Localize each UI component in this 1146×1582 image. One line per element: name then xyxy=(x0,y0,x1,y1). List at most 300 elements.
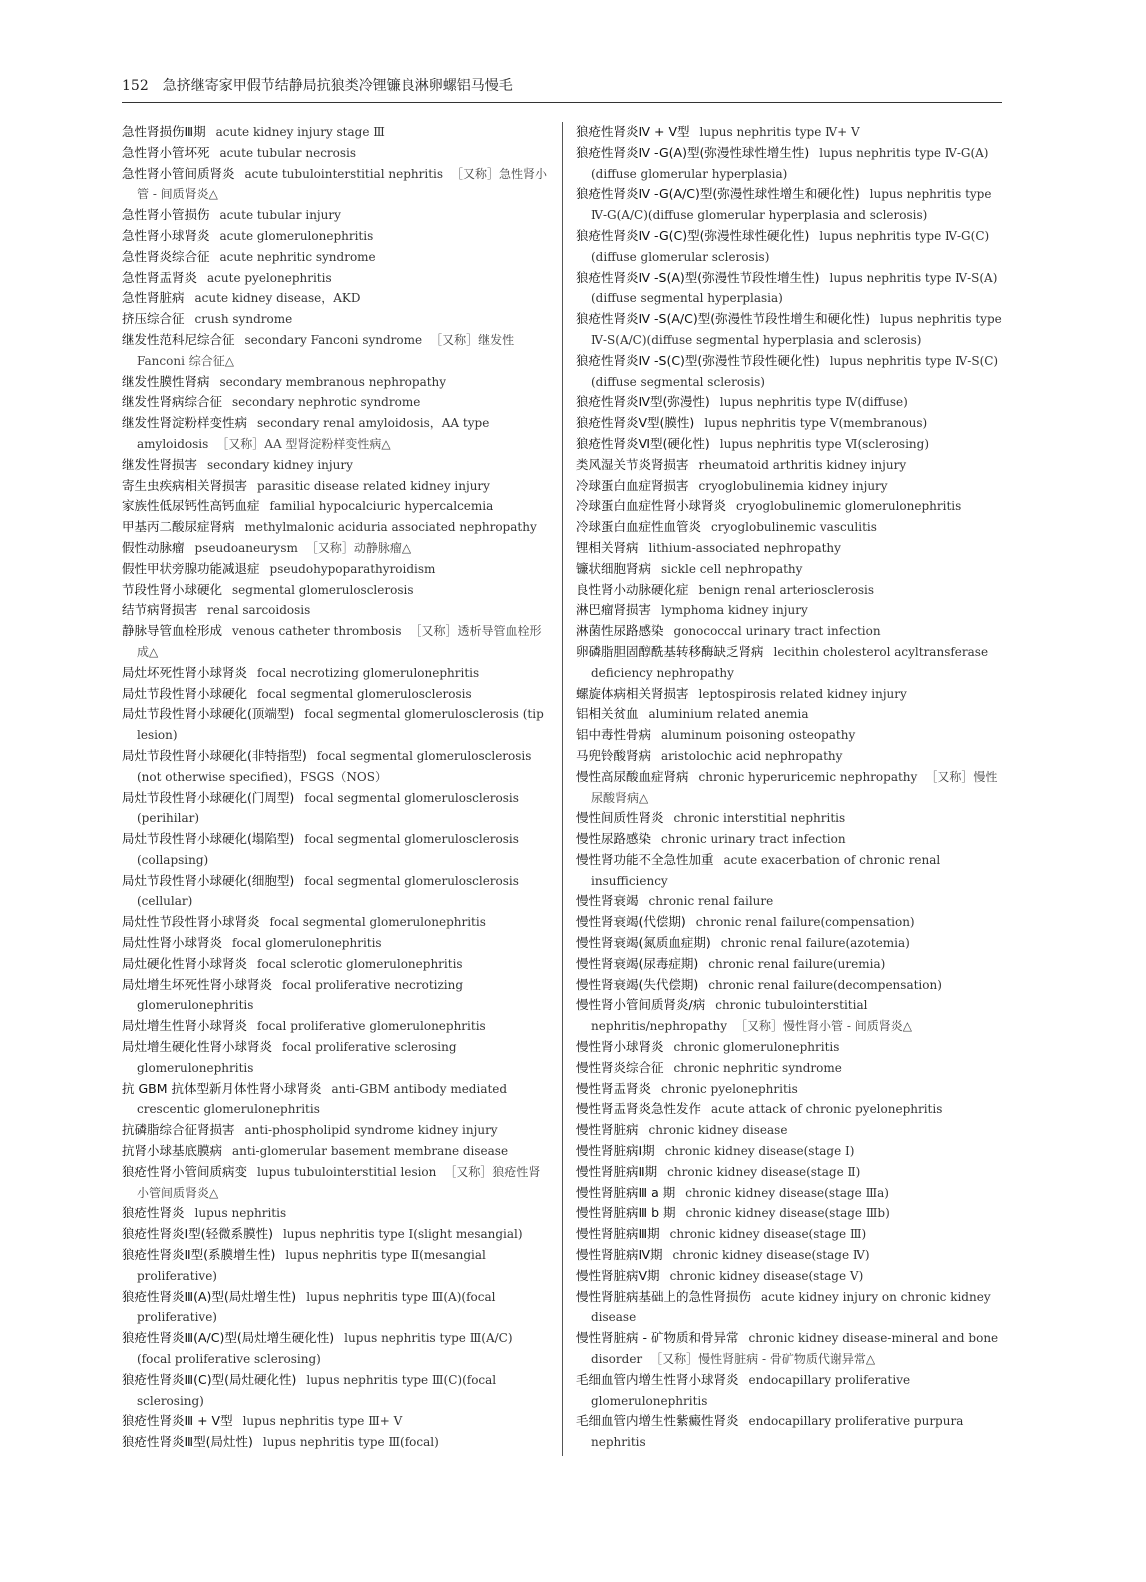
term-chinese: 狼疮性肾炎Ⅳ型(弥漫性) xyxy=(576,394,710,410)
term-english: lupus nephritis type Ⅰ(slight mesangial) xyxy=(282,1227,523,1242)
term-chinese: 狼疮性肾炎Ⅳ -G(A)型(弥漫性球性增生性) xyxy=(576,144,810,160)
glossary-entry xyxy=(122,912,550,933)
term-english: focal segmental glomerulosclerosis (cellular) xyxy=(137,873,519,909)
term-english: chronic kidney disease-mineral and bone disorder xyxy=(591,1331,999,1367)
term-english: chronic interstitial nephritis xyxy=(673,811,846,826)
glossary-entry xyxy=(576,351,1002,393)
term-english: pseudoaneurysm xyxy=(194,540,298,555)
glossary-entry xyxy=(122,413,550,455)
term-alias: ［又称］继发性 Fanconi 综合征△ xyxy=(137,332,515,368)
term-chinese: 类风湿关节炎肾损害 xyxy=(576,456,689,472)
term-english: chronic renal failure(decompensation) xyxy=(708,977,942,992)
term-english: lupus nephritis type Ⅳ-G(C)(diffuse glomerular sclerosis) xyxy=(591,228,990,264)
term-chinese: 良性肾小动脉硬化症 xyxy=(576,581,689,597)
term-english: focal sclerotic glomerulonephritis xyxy=(257,956,463,971)
glossary-entry xyxy=(122,226,550,247)
term-chinese: 局灶增生硬化性肾小球肾炎 xyxy=(122,1039,273,1055)
glossary-entry xyxy=(576,642,1002,684)
term-chinese: 急性肾损伤Ⅲ期 xyxy=(122,124,206,139)
term-chinese: 慢性肾衰竭(尿毒症期) xyxy=(576,955,699,971)
glossary-entry xyxy=(576,226,1002,268)
glossary-entry xyxy=(122,392,550,413)
term-english: acute glomerulonephritis xyxy=(219,228,374,243)
term-chinese: 抗磷脂综合征肾损害 xyxy=(122,1122,235,1138)
term-english: parasitic disease related kidney injury xyxy=(257,478,490,493)
term-chinese: 节段性肾小球硬化 xyxy=(122,581,223,597)
term-alias: ［又称］慢性尿酸肾病△ xyxy=(591,769,998,805)
page-header xyxy=(122,76,1002,103)
glossary-entry xyxy=(576,891,1002,912)
term-chinese: 狼疮性肾炎Ⅲ + Ⅴ型 xyxy=(122,1413,233,1429)
glossary-entry xyxy=(122,288,550,309)
term-english: lupus nephritis type Ⅳ-G(A/C)(diffuse glomerular hyperplasia and sclerosis) xyxy=(591,187,992,223)
term-english: aristolochic acid nephropathy xyxy=(661,748,843,763)
glossary-entry xyxy=(122,164,550,206)
glossary-entry xyxy=(122,1245,550,1287)
term-english: chronic urinary tract infection xyxy=(661,832,846,847)
term-english: endocapillary proliferative glomerulonephritis xyxy=(591,1372,911,1408)
glossary-entry xyxy=(122,1079,550,1121)
term-english: chronic renal failure xyxy=(648,894,774,909)
glossary-entry xyxy=(122,933,550,954)
glossary-entry xyxy=(576,413,1002,434)
glossary-entry xyxy=(576,559,1002,580)
term-chinese: 局灶性肾小球肾炎 xyxy=(122,935,223,951)
glossary-entry xyxy=(576,1183,1002,1204)
glossary-entry xyxy=(576,1245,1002,1266)
term-english: secondary Fanconi syndrome xyxy=(244,332,423,347)
term-english: venous catheter thrombosis xyxy=(232,624,402,639)
term-english: lupus nephritis type Ⅳ-G(A)(diffuse glomerular hyperplasia) xyxy=(591,145,989,181)
term-chinese: 慢性肾脏病基础上的急性肾损伤 xyxy=(576,1288,752,1304)
term-chinese: 局灶节段性肾小球硬化(塌陷型) xyxy=(122,831,295,847)
term-chinese: 假性动脉瘤 xyxy=(122,539,185,555)
term-chinese: 甲基丙二酸尿症肾病 xyxy=(122,519,235,535)
glossary-entry xyxy=(122,1224,550,1245)
term-english: familial hypocalciuric hypercalcemia xyxy=(269,499,494,514)
glossary-entry xyxy=(576,975,1002,996)
term-english: lupus nephritis type Ⅳ(diffuse) xyxy=(719,395,908,410)
term-chinese: 继发性肾病综合征 xyxy=(122,394,223,410)
term-english: focal segmental glomerulosclerosis (perihilar) xyxy=(137,790,519,826)
term-english: acute kidney injury on chronic kidney disease xyxy=(591,1289,991,1325)
term-english: acute tubular necrosis xyxy=(219,145,357,160)
term-english: chronic renal failure(compensation) xyxy=(695,915,915,930)
glossary-entry xyxy=(576,580,1002,601)
term-english: acute pyelonephritis xyxy=(207,270,332,285)
term-english: focal segmental glomerulonephritis xyxy=(269,915,486,930)
term-chinese: 狼疮性肾炎Ⅰ型(轻微系膜性) xyxy=(122,1226,273,1242)
glossary-entry xyxy=(576,1224,1002,1245)
term-chinese: 急性肾小管间质肾炎 xyxy=(122,165,235,181)
term-english: secondary kidney injury xyxy=(207,457,353,472)
term-english: lupus nephritis type Ⅲ(A)(focal proliferative) xyxy=(137,1289,496,1325)
glossary-entry xyxy=(576,850,1002,892)
term-chinese: 毛细血管内增生性肾小球肾炎 xyxy=(576,1371,739,1387)
glossary-entry xyxy=(576,538,1002,559)
term-english: anti-phospholipid syndrome kidney injury xyxy=(244,1123,498,1138)
term-alias: ［又称］狼疮性肾小管间质肾炎△ xyxy=(137,1164,541,1200)
glossary-entry xyxy=(122,559,550,580)
term-english: focal segmental glomerulosclerosis (collapsing) xyxy=(137,832,519,867)
glossary-entry xyxy=(122,975,550,1017)
term-english: lupus tubulointerstitial lesion xyxy=(257,1164,437,1179)
term-english: pseudohypoparathyroidism xyxy=(269,561,436,576)
term-chinese: 局灶节段性肾小球硬化(门周型) xyxy=(122,789,295,805)
glossary-entry xyxy=(576,1266,1002,1287)
glossary-entry xyxy=(576,808,1002,829)
glossary-entry xyxy=(576,1058,1002,1079)
term-english: lupus nephritis type Ⅲ(C)(focal sclerosing) xyxy=(137,1372,497,1408)
term-chinese: 寄生虫疾病相关肾损害 xyxy=(122,477,248,493)
term-chinese: 慢性肾脏病 - 矿物质和骨异常 xyxy=(576,1330,739,1346)
term-chinese: 局灶节段性肾小球硬化(细胞型) xyxy=(122,872,295,888)
page-index-title: 急挤继寄家甲假节结静局抗狼类冷锂镰良淋卵螺铝马慢毛 xyxy=(162,78,513,94)
glossary-entry xyxy=(576,434,1002,455)
term-chinese: 慢性肾衰竭(氮质血症期) xyxy=(576,935,711,951)
term-chinese: 慢性肾小球肾炎 xyxy=(576,1039,664,1055)
term-chinese: 马兜铃酸肾病 xyxy=(576,747,652,763)
glossary-entry xyxy=(576,143,1002,185)
glossary-entry xyxy=(122,122,550,143)
term-chinese: 淋巴瘤肾损害 xyxy=(576,602,652,618)
term-chinese: 慢性肾小管间质肾炎/病 xyxy=(576,997,706,1013)
term-chinese: 狼疮性肾炎Ⅳ -S(A/C)型(弥漫性节段性增生和硬化性) xyxy=(576,311,870,327)
term-english: lupus nephritis type Ⅳ+ Ⅴ xyxy=(699,125,860,139)
term-chinese: 狼疮性肾炎Ⅳ -S(C)型(弥漫性节段性硬化性) xyxy=(576,352,820,368)
term-english: aluminium related anemia xyxy=(648,707,809,722)
term-english: segmental glomerulosclerosis xyxy=(232,582,414,597)
term-english: chronic kidney disease xyxy=(648,1123,788,1138)
term-chinese: 狼疮性肾炎 xyxy=(122,1205,185,1221)
term-chinese: 慢性肾脏病Ⅲ期 xyxy=(576,1226,660,1242)
glossary-entry xyxy=(122,372,550,393)
glossary-entry xyxy=(576,767,1002,809)
term-chinese: 急性肾盂肾炎 xyxy=(122,269,198,285)
term-chinese: 狼疮性肾小管间质病变 xyxy=(122,1163,248,1179)
glossary-entry xyxy=(576,954,1002,975)
term-chinese: 狼疮性肾炎Ⅲ(C)型(局灶硬化性) xyxy=(122,1371,297,1387)
glossary-entry xyxy=(122,476,550,497)
glossary-entry xyxy=(122,663,550,684)
glossary-entry xyxy=(122,1120,550,1141)
term-english: anti-glomerular basement membrane disease xyxy=(232,1144,509,1159)
term-chinese: 急性肾炎综合征 xyxy=(122,248,210,264)
term-english: lecithin cholesterol acyltransferase deficiency nephropathy xyxy=(591,644,989,680)
term-chinese: 狼疮性肾炎Ⅵ型(硬化性) xyxy=(576,435,710,451)
term-english: chronic renal failure(azotemia) xyxy=(720,936,910,951)
term-english: focal segmental glomerulosclerosis xyxy=(257,686,472,701)
term-english: chronic nephritic syndrome xyxy=(673,1060,842,1075)
term-english: chronic renal failure(uremia) xyxy=(708,956,886,971)
term-chinese: 慢性肾衰竭(失代偿期) xyxy=(576,976,699,992)
glossary-entry xyxy=(122,330,550,372)
term-chinese: 狼疮性肾炎Ⅳ + Ⅴ型 xyxy=(576,124,690,139)
term-alias: ［又称］慢性肾小管 - 间质肾炎△ xyxy=(735,1019,912,1034)
glossary-entry xyxy=(122,1162,550,1204)
term-chinese: 继发性肾淀粉样变性病 xyxy=(122,415,248,431)
term-chinese: 静脉导管血栓形成 xyxy=(122,623,223,639)
glossary-entry xyxy=(576,995,1002,1037)
left-column xyxy=(122,122,550,1453)
term-chinese: 慢性肾脏病Ⅱ期 xyxy=(576,1163,658,1179)
term-chinese: 局灶坏死性肾小球肾炎 xyxy=(122,664,248,680)
term-english: leptospirosis related kidney injury xyxy=(698,686,907,701)
glossary-entry xyxy=(576,829,1002,850)
term-chinese: 急性肾脏病 xyxy=(122,290,185,306)
term-chinese: 抗肾小球基底膜病 xyxy=(122,1143,223,1159)
glossary-entry xyxy=(576,392,1002,413)
glossary-entry xyxy=(576,1141,1002,1162)
term-chinese: 局灶增生坏死性肾小球肾炎 xyxy=(122,976,273,992)
term-chinese: 局灶硬化性肾小球肾炎 xyxy=(122,955,248,971)
glossary-entry xyxy=(576,912,1002,933)
term-english: acute tubular injury xyxy=(219,208,341,223)
term-english: lupus nephritis type Ⅳ-S(C)(diffuse segmental sclerosis) xyxy=(591,353,999,389)
term-english: lupus nephritis xyxy=(194,1206,287,1221)
term-chinese: 狼疮性肾炎Ⅲ(A)型(局灶增生性) xyxy=(122,1288,297,1304)
glossary-entry xyxy=(576,1120,1002,1141)
term-english: gonococcal urinary tract infection xyxy=(673,624,881,639)
term-chinese: 狼疮性肾炎Ⅳ -S(A)型(弥漫性节段性增生性) xyxy=(576,269,820,285)
term-chinese: 慢性尿路感染 xyxy=(576,831,652,847)
term-english: crush syndrome xyxy=(194,312,293,327)
glossary-entry xyxy=(122,600,550,621)
term-english: benign renal arteriosclerosis xyxy=(698,582,875,597)
term-english: lupus nephritis type Ⅲ(focal) xyxy=(262,1435,439,1450)
term-english: chronic kidney disease(stage Ⅰ) xyxy=(664,1144,855,1159)
term-english: rheumatoid arthritis kidney injury xyxy=(698,457,907,472)
term-english: acute kidney injury stage Ⅲ xyxy=(215,125,385,139)
glossary-entry xyxy=(122,455,550,476)
glossary-entry xyxy=(122,309,550,330)
glossary-entry xyxy=(122,1016,550,1037)
glossary-entry xyxy=(122,268,550,289)
term-english: focal proliferative glomerulonephritis xyxy=(257,1019,486,1034)
page-number: 152 xyxy=(122,78,149,94)
term-english: secondary membranous nephropathy xyxy=(219,374,447,389)
glossary-entry xyxy=(122,538,550,559)
term-chinese: 慢性肾盂肾炎急性发作 xyxy=(576,1101,702,1117)
glossary-entry xyxy=(122,496,550,517)
glossary-entry xyxy=(122,704,550,746)
glossary-entry xyxy=(576,1287,1002,1329)
term-english: focal glomerulonephritis xyxy=(232,936,382,951)
glossary-entry xyxy=(576,621,1002,642)
glossary-entry xyxy=(576,1079,1002,1100)
term-english: cryoglobulinemic vasculitis xyxy=(711,520,877,535)
term-alias: ［又称］慢性肾脏病 - 骨矿物质代谢异常△ xyxy=(650,1352,876,1367)
term-alias: ［又称］透析导管血栓形成△ xyxy=(137,624,542,659)
term-english: cryoglobulinemic glomerulonephritis xyxy=(736,499,962,514)
term-chinese: 慢性肾脏病Ⅰ期 xyxy=(576,1143,655,1159)
term-chinese: 狼疮性肾炎Ⅳ -G(A/C)型(弥漫性球性增生和硬化性) xyxy=(576,186,860,202)
term-chinese: 冷球蛋白血症肾损害 xyxy=(576,477,689,493)
term-english: focal proliferative necrotizing glomerulonephritis xyxy=(137,977,464,1013)
term-chinese: 继发性肾损害 xyxy=(122,456,198,472)
term-english: chronic tubulointerstitial nephritis/nephropathy xyxy=(591,998,868,1034)
term-chinese: 狼疮性肾炎Ⅳ -G(C)型(弥漫性球性硬化性) xyxy=(576,227,810,243)
glossary-entry xyxy=(122,1287,550,1329)
term-english: acute exacerbation of chronic renal insufficiency xyxy=(591,852,941,888)
glossary-entry xyxy=(122,1432,550,1453)
glossary-entry xyxy=(122,746,550,788)
glossary-entry xyxy=(576,1411,1002,1453)
glossary-entry xyxy=(576,122,1002,143)
term-chinese: 淋菌性尿路感染 xyxy=(576,623,664,639)
glossary-entry xyxy=(122,621,550,663)
glossary-entry xyxy=(576,1162,1002,1183)
term-chinese: 慢性高尿酸血症肾病 xyxy=(576,768,689,784)
term-chinese: 抗 GBM 抗体型新月体性肾小球肾炎 xyxy=(122,1080,322,1096)
term-chinese: 镰状细胞肾病 xyxy=(576,560,652,576)
term-english: endocapillary proliferative purpura nephritis xyxy=(591,1414,964,1450)
term-english: lupus nephritis type Ⅲ+ Ⅴ xyxy=(242,1414,403,1429)
term-english: acute kidney disease，AKD xyxy=(194,291,361,306)
term-chinese: 慢性肾衰竭(代偿期) xyxy=(576,914,686,930)
glossary-entry xyxy=(122,1411,550,1432)
glossary-entry xyxy=(576,309,1002,351)
glossary-entry xyxy=(576,746,1002,767)
term-english: renal sarcoidosis xyxy=(207,603,311,618)
term-chinese: 挤压综合征 xyxy=(122,311,185,327)
term-chinese: 假性甲状旁腺功能减退症 xyxy=(122,560,260,576)
term-chinese: 继发性范科尼综合征 xyxy=(122,331,235,347)
glossary-entry xyxy=(122,247,550,268)
term-chinese: 冷球蛋白血症性血管炎 xyxy=(576,519,702,535)
term-chinese: 慢性肾脏病Ⅴ期 xyxy=(576,1267,660,1283)
glossary-entry xyxy=(576,455,1002,476)
glossary-entry xyxy=(122,143,550,164)
term-english: focal segmental glomerulosclerosis (not otherwise specified)，FSGS（NOS） xyxy=(137,748,532,784)
term-chinese: 局灶增生性肾小球肾炎 xyxy=(122,1018,248,1034)
term-english: chronic kidney disease(stage Ⅲb) xyxy=(685,1206,890,1221)
term-english: lymphoma kidney injury xyxy=(661,603,808,618)
term-english: chronic kidney disease(stage Ⅱ) xyxy=(667,1164,861,1179)
glossary-entry xyxy=(576,268,1002,310)
term-chinese: 慢性间质性肾炎 xyxy=(576,810,664,826)
term-english: focal necrotizing glomerulonephritis xyxy=(257,665,480,680)
glossary-entry xyxy=(576,684,1002,705)
term-chinese: 狼疮性肾炎Ⅴ型(膜性) xyxy=(576,415,695,431)
glossary-entry xyxy=(576,476,1002,497)
term-chinese: 慢性肾炎综合征 xyxy=(576,1059,664,1075)
term-english: methylmalonic aciduria associated nephropathy xyxy=(244,520,537,535)
glossary-entry xyxy=(122,829,550,871)
term-english: chronic kidney disease(stage Ⅲa) xyxy=(685,1185,889,1200)
glossary-entry xyxy=(576,933,1002,954)
term-chinese: 慢性肾脏病Ⅲ a 期 xyxy=(576,1184,676,1200)
term-chinese: 螺旋体病相关肾损害 xyxy=(576,685,689,701)
term-chinese: 急性肾小球肾炎 xyxy=(122,227,210,243)
term-english: lupus nephritis type Ⅳ-S(A/C)(diffuse segmental hyperplasia and sclerosis) xyxy=(591,312,1002,347)
term-chinese: 毛细血管内增生性紫癜性肾炎 xyxy=(576,1413,739,1429)
term-chinese: 急性肾小管损伤 xyxy=(122,207,210,223)
term-english: acute tubulointerstitial nephritis xyxy=(244,166,444,181)
term-chinese: 局灶节段性肾小球硬化 xyxy=(122,685,248,701)
glossary-entry xyxy=(576,704,1002,725)
term-chinese: 局灶节段性肾小球硬化(顶端型) xyxy=(122,706,295,722)
term-chinese: 狼疮性肾炎Ⅱ型(系膜增生性) xyxy=(122,1247,276,1263)
term-chinese: 铝相关贫血 xyxy=(576,706,639,722)
term-english: chronic pyelonephritis xyxy=(661,1081,798,1096)
term-english: cryoglobulinemia kidney injury xyxy=(698,478,888,493)
term-alias: ［又称］急性肾小管 - 间质肾炎△ xyxy=(137,166,548,202)
column-divider xyxy=(562,122,563,1456)
glossary-entry xyxy=(576,184,1002,226)
term-chinese: 铝中毒性骨病 xyxy=(576,727,652,743)
term-english: secondary renal amyloidosis，AA type amyloidosis xyxy=(137,416,490,451)
term-chinese: 慢性肾脏病 xyxy=(576,1122,639,1138)
glossary-entry xyxy=(122,1141,550,1162)
term-chinese: 结节病肾损害 xyxy=(122,602,198,618)
term-chinese: 急性肾小管坏死 xyxy=(122,144,210,160)
term-chinese: 慢性肾脏病Ⅲ b 期 xyxy=(576,1205,676,1221)
term-english: chronic glomerulonephritis xyxy=(673,1040,840,1055)
term-english: chronic kidney disease(stage Ⅳ) xyxy=(672,1248,870,1263)
glossary-entry xyxy=(122,1370,550,1412)
term-chinese: 冷球蛋白血症性肾小球肾炎 xyxy=(576,498,727,514)
term-chinese: 慢性肾功能不全急性加重 xyxy=(576,851,714,867)
term-chinese: 家族性低尿钙性高钙血症 xyxy=(122,498,260,514)
term-chinese: 狼疮性肾炎Ⅲ型(局灶性) xyxy=(122,1434,253,1450)
term-chinese: 慢性肾衰竭 xyxy=(576,893,639,909)
term-english: lupus nephritis type Ⅵ(sclerosing) xyxy=(719,436,930,451)
glossary-entry xyxy=(576,1203,1002,1224)
glossary-entry xyxy=(576,1328,1002,1370)
term-english: aluminum poisoning osteopathy xyxy=(661,728,856,743)
glossary-entry xyxy=(122,205,550,226)
term-chinese: 局灶性节段性肾小球肾炎 xyxy=(122,914,260,930)
term-chinese: 慢性肾脏病Ⅳ期 xyxy=(576,1247,663,1263)
glossary-entry xyxy=(122,684,550,705)
glossary-entry xyxy=(576,1370,1002,1412)
term-english: sickle cell nephropathy xyxy=(661,561,803,576)
term-english: lupus nephritis type Ⅴ(membranous) xyxy=(704,416,928,431)
glossary-entry xyxy=(576,600,1002,621)
term-chinese: 锂相关肾病 xyxy=(576,539,639,555)
term-english: focal proliferative sclerosing glomerulonephritis xyxy=(137,1040,457,1075)
glossary-entry xyxy=(122,517,550,538)
term-alias: ［又称］动静脉瘤△ xyxy=(305,540,412,555)
glossary-entry xyxy=(122,1203,550,1224)
glossary-entry xyxy=(576,517,1002,538)
term-english: acute nephritic syndrome xyxy=(219,249,376,264)
glossary-entry xyxy=(122,871,550,913)
term-english: lupus nephritis type Ⅱ(mesangial proliferative) xyxy=(137,1248,486,1283)
term-english: lupus nephritis type Ⅲ(A/C) (focal proliferative sclerosing) xyxy=(137,1331,513,1367)
glossary-entry xyxy=(122,580,550,601)
glossary-entry xyxy=(576,725,1002,746)
term-english: chronic kidney disease(stage Ⅴ) xyxy=(669,1268,864,1283)
term-english: lupus nephritis type Ⅳ-S(A)(diffuse segmental hyperplasia) xyxy=(591,270,998,306)
term-english: lithium-associated nephropathy xyxy=(648,540,841,555)
term-chinese: 卵磷脂胆固醇酰基转移酶缺乏肾病 xyxy=(576,643,764,659)
glossary-entry xyxy=(122,1328,550,1370)
term-english: chronic hyperuricemic nephropathy xyxy=(698,769,918,784)
term-english: acute attack of chronic pyelonephritis xyxy=(711,1102,943,1117)
right-column xyxy=(576,122,1002,1453)
glossary-entry xyxy=(576,1099,1002,1120)
glossary-entry xyxy=(122,1037,550,1079)
term-chinese: 狼疮性肾炎Ⅲ(A/C)型(局灶增生硬化性) xyxy=(122,1330,335,1346)
glossary-entry xyxy=(122,954,550,975)
term-alias: ［又称］AA 型肾淀粉样变性病△ xyxy=(216,436,391,451)
glossary-entry xyxy=(576,496,1002,517)
glossary-entry xyxy=(122,788,550,830)
term-english: anti-GBM antibody mediated crescentic glomerulonephritis xyxy=(137,1081,508,1117)
term-english: chronic kidney disease(stage Ⅲ) xyxy=(669,1227,867,1242)
